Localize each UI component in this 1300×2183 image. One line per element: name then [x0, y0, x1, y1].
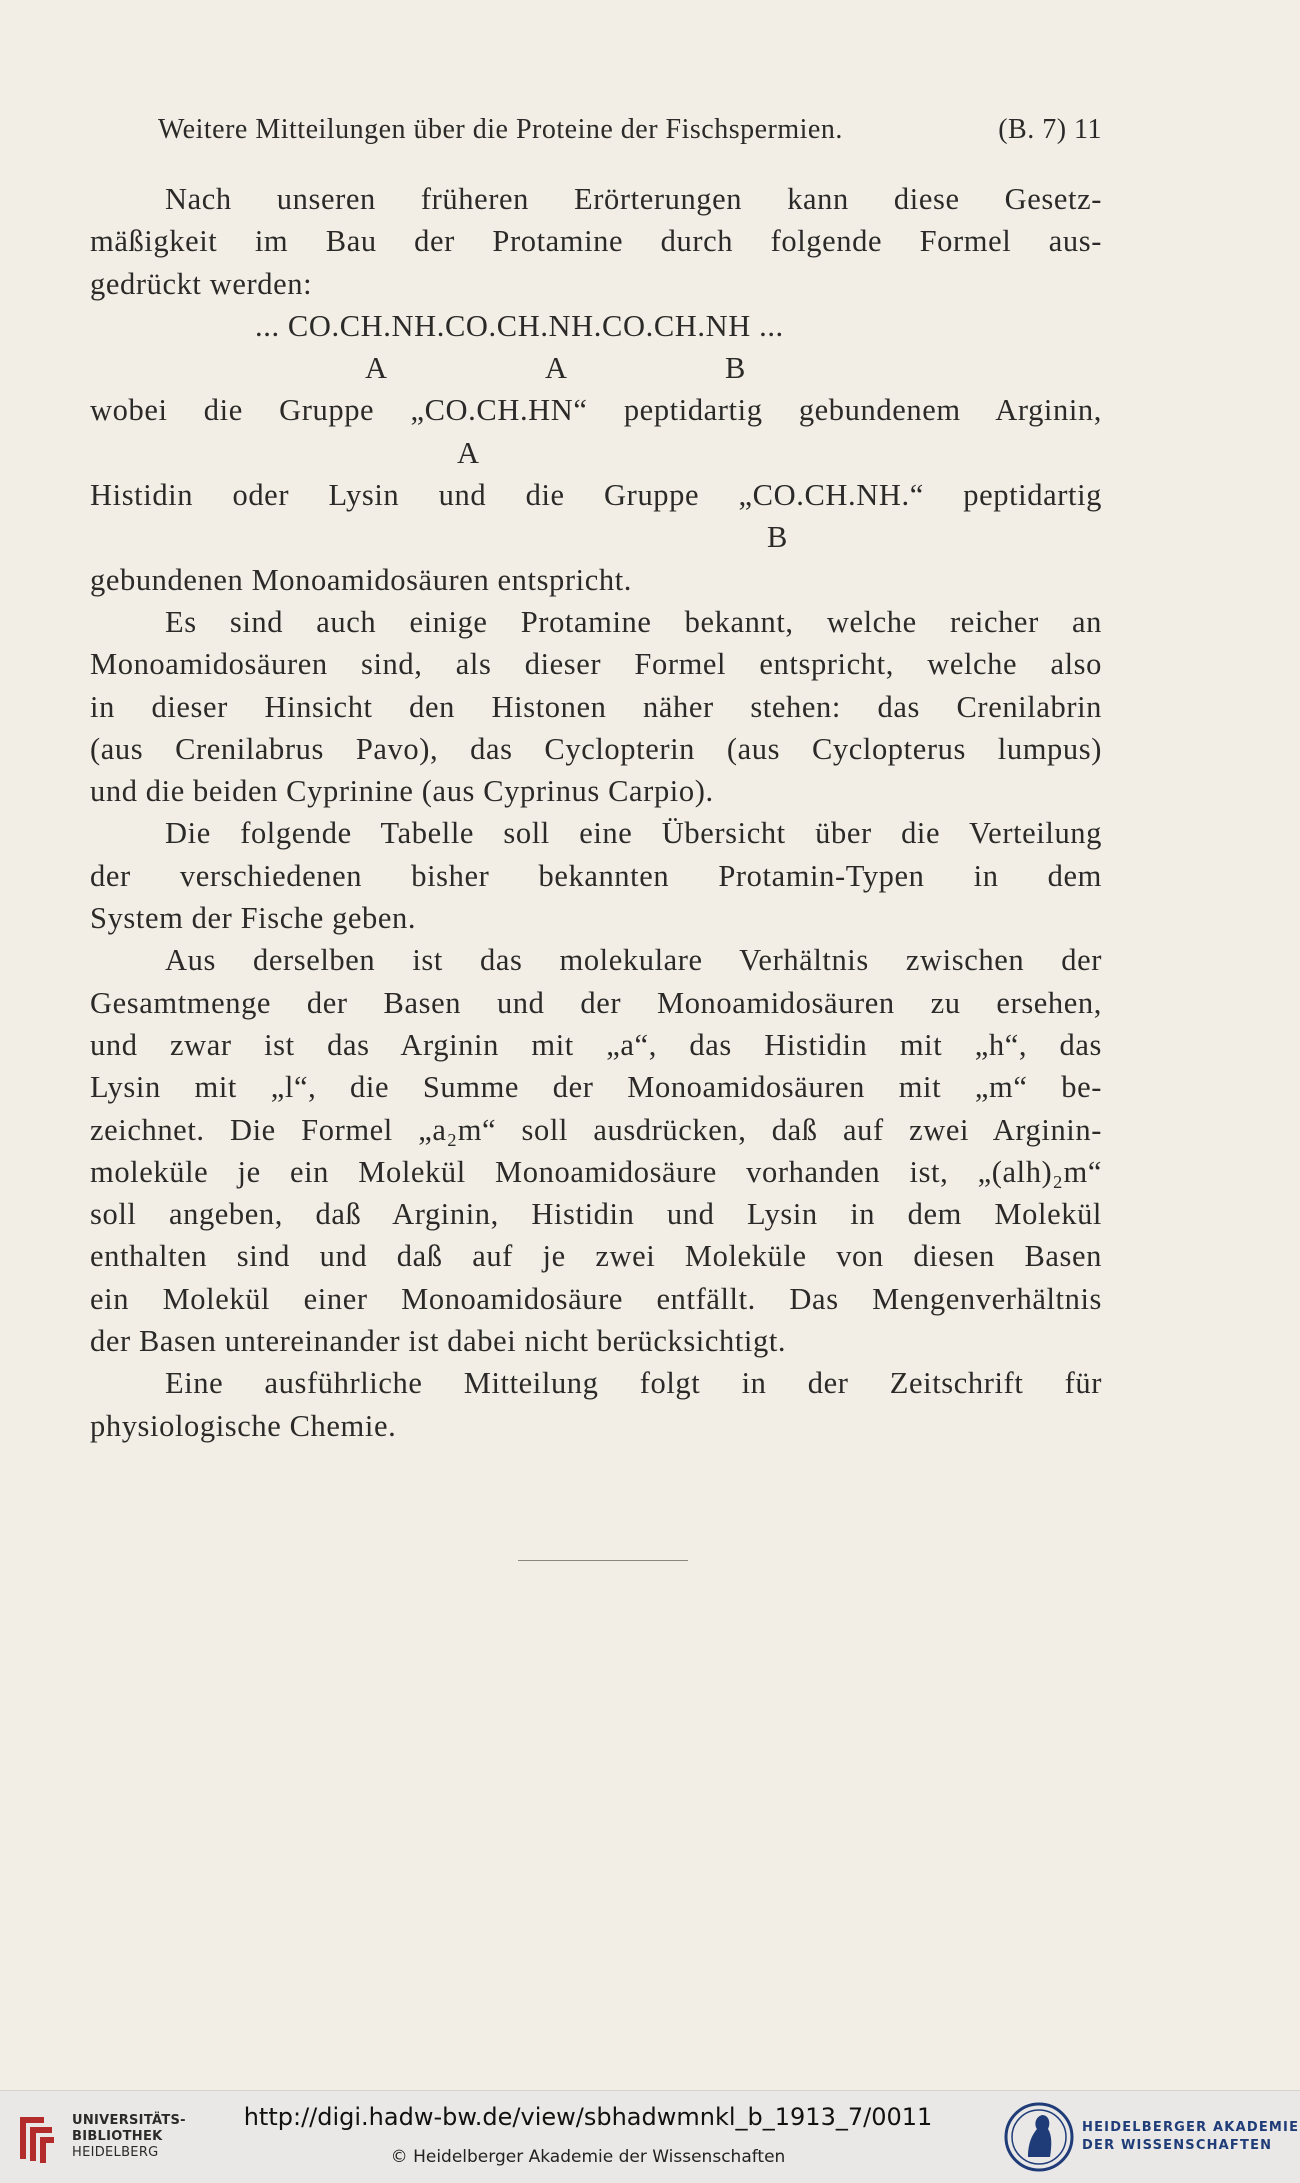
academy-name	[1082, 2119, 1299, 2155]
text-line: System der Fische geben.	[90, 901, 417, 936]
library-line-1: UNIVERSITÄTS-	[72, 2113, 186, 2128]
text-line: der Basen untereinander ist dabei nicht berücksichtigt.	[90, 1324, 787, 1359]
group-subscript-a	[90, 432, 1102, 474]
group-sub-a: A	[457, 435, 480, 470]
formula-sub-a2: A	[545, 351, 568, 386]
academy-line-2: DER WISSENSCHAFTEN	[1082, 2138, 1273, 2153]
chemical-formula: ... CO.CH.NH.CO.CH.NH.CO.CH.NH ...	[255, 308, 784, 343]
viewer-footer	[0, 2090, 1300, 2183]
text-line: und die beiden Cyprinine (aus Cyprinus Carpio).	[90, 774, 714, 809]
text-line: moleküle je ein Molekül Monoamidosäure vorhanden ist, „(alh)₂m“	[90, 1154, 1102, 1189]
paragraph-1d	[90, 559, 1102, 601]
text-line: physiologische Chemie.	[90, 1408, 397, 1443]
text-line: Die folgende Tabelle soll eine Übersicht über die Verteilung	[165, 816, 1102, 851]
text-line: Es sind auch einige Protamine bekannt, welche reicher an	[165, 604, 1102, 639]
page-number: (B. 7) 11	[998, 114, 1102, 145]
academy-line-1: HEIDELBERGER AKADEMIE	[1082, 2120, 1300, 2135]
end-rule	[518, 1560, 688, 1561]
paragraph-3	[90, 812, 1102, 939]
text-line: Eine ausführliche Mitteilung folgt in der Zeitschrift für	[165, 1366, 1102, 1401]
text-line: enthalten sind und daß auf je zwei Moleküle von diesen Basen	[90, 1239, 1102, 1274]
text-line: der verschiedenen bisher bekannten Protamin-Typen in dem	[90, 858, 1102, 893]
copyright-notice: © Heidelberger Akademie der Wissenschaften	[390, 2147, 786, 2167]
text-line: in dieser Hinsicht den Histonen näher stehen: das Crenilabrin	[90, 689, 1102, 724]
library-line-2: BIBLIOTHEK	[72, 2129, 163, 2144]
paragraph-5	[90, 1362, 1102, 1447]
text-line: Monoamidosäuren sind, als dieser Formel entspricht, welche also	[90, 647, 1102, 682]
text-line: Lysin mit „l“, die Summe der Monoamidosäuren mit „m“ be-	[90, 1070, 1102, 1105]
text-line: gebundenen Monoamidosäuren entspricht.	[90, 562, 633, 597]
text-line: Aus derselben ist das molekulare Verhältnis zwischen der	[165, 943, 1102, 978]
text-line: wobei die Gruppe „CO.CH.HN“ peptidartig gebundenem Arginin,	[90, 393, 1102, 428]
paragraph-1b	[90, 389, 1102, 431]
text-line: Nach unseren früheren Erörterungen kann diese Gesetz-	[165, 182, 1102, 216]
text-line: und zwar ist das Arginin mit „a“, das Histidin mit „h“, das	[90, 1027, 1102, 1062]
paragraph-1c	[90, 474, 1102, 516]
formula-sub-b: B	[725, 351, 746, 386]
running-title: Weitere Mitteilungen über die Proteine der Fischspermien.	[158, 114, 843, 145]
text-line: Gesamtmenge der Basen und der Monoamidosäuren zu ersehen,	[90, 985, 1102, 1020]
text-line: gedrückt werden:	[90, 266, 313, 301]
group-sub-b: B	[767, 520, 788, 555]
paragraph-4	[90, 939, 1102, 1362]
paragraph-1	[90, 178, 1102, 305]
text-line: soll angeben, daß Arginin, Histidin und Lysin in dem Molekül	[90, 1197, 1102, 1232]
academy-seal-icon	[1004, 2099, 1074, 2175]
formula-sub-a1: A	[365, 351, 388, 386]
library-logo-icon	[14, 2111, 58, 2165]
text-line: ein Molekül einer Monoamidosäure entfällt. Das Mengenverhältnis	[90, 1281, 1102, 1316]
library-name	[72, 2113, 186, 2161]
paragraph-2	[90, 601, 1102, 812]
text-line: Histidin oder Lysin und die Gruppe „CO.CH.NH.“ peptidartig	[90, 478, 1102, 513]
formula-subscripts	[90, 347, 1102, 389]
text-line: mäßigkeit im Bau der Protamine durch folgende Formel aus-	[90, 224, 1102, 259]
library-line-3: HEIDELBERG	[72, 2145, 159, 2160]
permalink-url[interactable]: http://digi.hadw-bw.de/view/sbhadwmnkl_b_1913_7/0011	[243, 2103, 933, 2131]
group-subscript-b	[90, 516, 1102, 558]
text-line: zeichnet. Die Formel „a₂m“ soll ausdrücken, daß auf zwei Arginin-	[90, 1112, 1102, 1147]
text-line: (aus Crenilabrus Pavo), das Cyclopterin (aus Cyclopterus lumpus)	[90, 731, 1102, 766]
running-header	[158, 114, 1102, 146]
body-text	[90, 178, 1102, 1447]
